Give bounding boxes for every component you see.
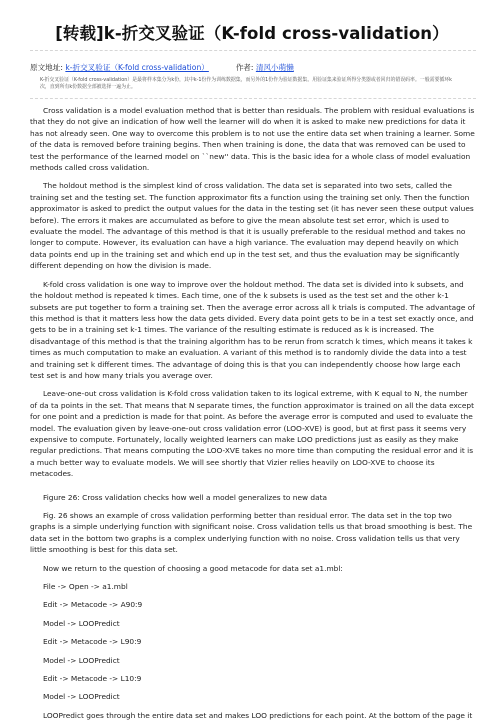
- summary-divider: [30, 98, 476, 99]
- step-item: Model -> LOOPredict: [43, 618, 120, 628]
- author-label: 作者:: [235, 63, 254, 72]
- step-item: Model -> LOOPredict: [43, 655, 120, 665]
- paragraph-figure: Fig. 26 shows an example of cross validation performing better than residual error. The data set in the top two graphs is a simple underlying function with significant noise. Cross validation tells us that broad smoothing is best. The data set in the bottom two graphs is a complex underlying function with no noise. Cross validation tells us that very little smoothing is best for this data set.: [30, 511, 473, 555]
- original-link[interactable]: k-折交叉验证（K-fold cross-validation）: [65, 63, 209, 72]
- paragraph-loopredict: LOOPredict goes through the entire data set and makes LOO predictions for each point. At the bottom of the page it: [43, 710, 473, 720]
- paragraph-loo: Leave-one-out cross validation is K-fold cross validation taken to its logical extreme, with K equal to N, the number of da ta points in the set. That means that N separate times, the function approximator is trained on all the data except for one point and a prediction is made for that point. As before the average error is computed and used to evaluate the model. The evaluation given by leave-one-out cross validation error (LOO-XVE) is good, but at first pass it seems very expensive to compute. Fortunately, locally weighted learners can make LOO predictions just as easily as they make regular predictions. That means computing the LOO-XVE takes no more time than computing the residual error and it is a much better way to evaluate models. We will see shortly that Vizier relies heavily on LOO-XVE to choose its metacodes.: [30, 389, 475, 479]
- paragraph-kfold: K-fold cross validation is one way to improve over the holdout method. The data set is divided into k subsets, and the holdout method is repeated k times. Each time, one of the k subsets is used as the test set and the other k-1 subsets are put together to form a training set. Then the average error across all k trials is computed. The advantage of this method is that it matters less how the data gets divided. Every data point gets to be in a test set exactly once, and gets to be in a training set k-1 times. The variance of the resulting estimate is reduced as k is increased. The disadvantage of this method is that the training algorithm has to be rerun from scratch k times, which means it takes k times as much computation to make an evaluation. A variant of this method is to randomly divide the data into a test and training set k different times. The advantage of doing this is that you can independently choose how large each test set is and how many trials you average over.: [30, 279, 475, 380]
- step-item: Model -> LOOPredict: [43, 692, 120, 702]
- article-summary: K-折交叉验证（K-fold cross-validation）是最将样本集分为k份，其中k-1份作为训练数据集，而另外的1份作为验证数据集。用验证集来验证所得分类器或者回归的错误码率。一般需要循环k次，直到所有k份数据全部被选择一遍为止。: [40, 77, 452, 91]
- figure-caption: Figure 26: Cross validation checks how well a model generalizes to new data: [43, 492, 328, 502]
- paragraph-metacode: Now we return to the question of choosing a good metacode for data set a1.mbl:: [43, 563, 343, 573]
- step-item: Edit -> Metacode -> L10:9: [43, 674, 142, 684]
- article-meta: [30, 62, 294, 73]
- title-divider: [30, 50, 476, 51]
- article-body: [30, 105, 476, 728]
- author-link[interactable]: 清风小萌懒: [255, 63, 294, 72]
- step-item: File -> Open -> a1.mbl: [43, 582, 128, 592]
- step-item: Edit -> Metacode -> A90:9: [43, 600, 143, 610]
- step-item: Edit -> Metacode -> L90:9: [43, 637, 142, 647]
- paragraph-holdout: The holdout method is the simplest kind of cross validation. The data set is separated into two sets, called the training set and the testing set. The function approximator fits a function using the training set only. Then the function approximator is asked to predict the output values for the data in the testing set (it has never seen these output values before). The errors it makes are accumulated as before to give the mean absolute test set error, which is used to evaluate the model. The advantage of this method is that it is usually preferable to the residual method and takes no longer to compute. However, its evaluation can have a high variance. The evaluation may depend heavily on which data points end up in the training set and which end up in the test set, and thus the evaluation may be significantly different depending on how the division is made.: [30, 181, 474, 271]
- paragraph-cross-validation: Cross validation is a model evaluation method that is better than residuals. The problem with residual evaluations is that they do not give an indication of how well the learner will do when it is asked to make new predictions for data it has not already seen. One way to overcome this problem is to not use the entire data set when training a learner. Some of the data is removed before training begins. Then when training is done, the data that was removed can be used to test the performance of the learned model on ``new'' data. This is the basic idea for a whole class of model evaluation methods called cross validation.: [30, 106, 475, 173]
- original-label: 原文地址:: [30, 63, 63, 72]
- article-title: [转载]k-折交叉验证（K-fold cross-validation）: [55, 24, 449, 43]
